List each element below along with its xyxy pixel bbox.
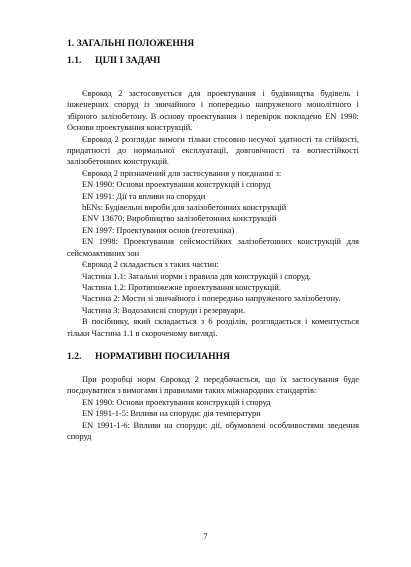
part-list-item: Частина 2: Мости зі звичайного і попередньо напруженого залізобетону. <box>82 294 341 304</box>
standard-list-item: ENV 13670: Виробництво залізобетонних конструкцій <box>82 214 277 224</box>
paragraph: Єврокод 2 застосовується для проектування і будівництва будівель і інженерних споруд із звичайного і попередньо напруженого монолітного і збірного залізобетону. В основу проектування і перевірок покладено EN 1990: Основи проектування конструкцій. <box>67 89 359 133</box>
standard-list-item: hENs: Будівельні вироби для залізобетонних конструкцій <box>82 203 287 213</box>
paragraph: При розробці норм Єврокод 2 передбачається, що їх застосування буде поєднуватися з вимогами і правилами таких міжнародних стандартів: <box>67 374 359 396</box>
section-number: 1.2. <box>67 350 82 362</box>
paragraph: Єврокод 2 складається з таких частин: <box>82 260 219 270</box>
section-number: 1.1. <box>67 55 82 66</box>
standard-list-item: EN 1991-1-6: Впливи на споруди: дії, обумовлені особливостями зведення споруд <box>67 420 359 441</box>
part-list-item: Частина 1.2: Протипожежне проектування конструкцій. <box>82 282 281 292</box>
page-number: 7 <box>203 532 208 541</box>
standard-list-item: EN 1991: Дії та впливи на споруди <box>82 191 206 201</box>
standard-list-item: EN 1998: Проектування сейсмостійких залізобетонних конструкцій для сейсмоактивних зон <box>67 237 359 258</box>
standard-list-item: EN 1997: Проектування основ (геотехніка) <box>82 225 235 235</box>
standard-list-item: EN 1991-1-5: Впливи на споруди: дія температури <box>82 409 261 419</box>
section-title: НОРМАТИВНІ ПОСИЛАННЯ <box>95 350 230 362</box>
paragraph: Єврокод 2 розглядає вимоги тільки стосовно несучої здатності та стійкості, придатності до нормальної експлуатації, довговічності та вогнестійкості залізобетонних конструкцій. <box>67 134 359 167</box>
chapter-heading: 1. ЗАГАЛЬНІ ПОЛОЖЕННЯ <box>67 38 195 49</box>
section-heading-1-1 <box>67 55 359 66</box>
standard-list-item: EN 1990: Основи проектування конструкцій і споруд <box>82 180 271 190</box>
standard-list-item: EN 1990: Основи проектування конструкцій і споруд <box>82 397 271 407</box>
part-list-item: Частина 1.1: Загальні норми і правила для конструкцій і споруд. <box>82 271 311 281</box>
paragraph: Єврокод 2 призначений для застосування у поєднанні з: <box>82 168 282 178</box>
section-heading-1-2 <box>67 351 359 362</box>
paragraph: В посібнику, який складається з 6 розділів, розглядається і коментується тільки Частина 1.1 в скороченому вигляді. <box>67 317 359 338</box>
section-title: ЦІЛІ І ЗАДАЧІ <box>95 55 161 66</box>
part-list-item: Частина 3: Водозахисні споруди і резервуари. <box>82 305 246 315</box>
spacer <box>67 76 359 88</box>
